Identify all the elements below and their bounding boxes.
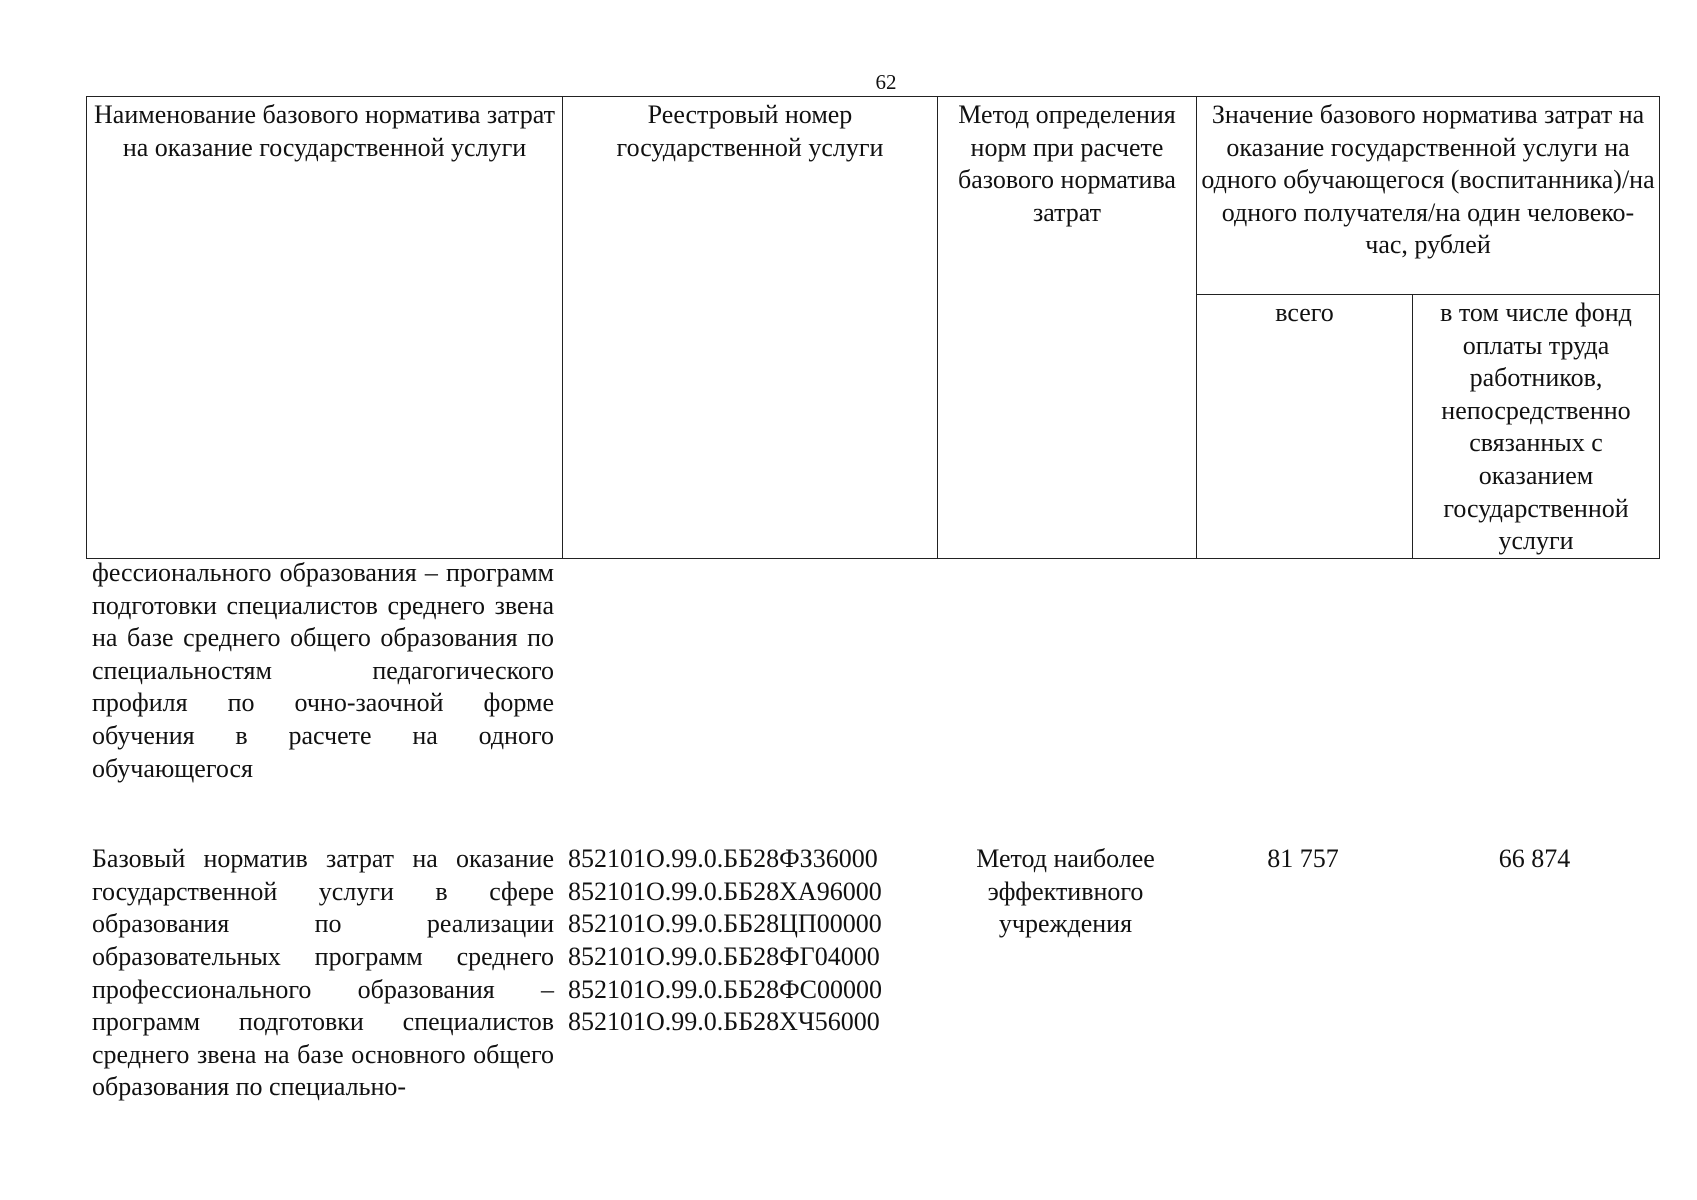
table-body <box>86 557 1659 1104</box>
total-value: 81 757 <box>1267 844 1339 874</box>
header-method-label: Метод определения норм при расчете базового норматива затрат <box>958 100 1176 227</box>
registry-code: 852101О.99.0.ББ28ФЗ36000 <box>568 844 878 874</box>
registry-code: 852101О.99.0.ББ28ФС00000 <box>568 974 883 1004</box>
table-row <box>86 557 1659 785</box>
registry-code: 852101О.99.0.ББ28ЦП00000 <box>568 909 882 939</box>
header-name-cell <box>87 97 563 559</box>
registry-code: 852101О.99.0.ББ28ХА96000 <box>568 876 882 906</box>
row-name: фессионального образования – программ подготовки специалистов среднего звена на базе среднего общего образования по специальностям педагогического профиля по очно-заочной форме обучения в расчете на одного обучающегося <box>92 558 554 783</box>
header-value-label: Значение базового норматива затрат на оказание государственной услуги на одного обучающегося (воспитанника)/на одного получателя/на один человеко-час, рублей <box>1201 100 1655 260</box>
method-cell <box>937 843 1196 1104</box>
row-name: Базовый норматив затрат на оказание государственной услуги в сфере образования по реализации образовательных программ среднего профессионального образования – программ подготовки специалистов среднего звена на базе основного общего образования по специально- <box>92 844 554 1102</box>
header-total-label: всего <box>1275 298 1334 327</box>
registry-code: 852101О.99.0.ББ28ХЧ56000 <box>568 1007 880 1037</box>
header-name-label: Наименование базового норматива затрат на оказание государственной услуги <box>94 100 555 162</box>
method-text: Метод наиболее эффективного учреждения <box>976 844 1155 939</box>
header-wage-label: в том числе фонд оплаты труда работников, непосредственно связанных с оказанием государственной услуги <box>1440 298 1632 556</box>
page-number: 62 <box>875 70 897 94</box>
registry-codes-cell <box>562 843 937 1104</box>
header-total-cell <box>1197 295 1413 559</box>
row-name-cell <box>86 557 562 785</box>
header-registry-label: Реестровый номер государственной услуги <box>616 100 884 162</box>
table-row <box>86 843 1659 1104</box>
header-registry-cell <box>563 97 938 559</box>
row-name-cell <box>86 843 562 1104</box>
total-cell <box>1196 843 1412 1104</box>
wage-value: 66 874 <box>1498 844 1571 874</box>
header-method-cell <box>938 97 1197 559</box>
registry-code: 852101О.99.0.ББ28ФГ04000 <box>568 941 880 971</box>
header-value-cell <box>1197 97 1660 295</box>
table-header <box>86 96 1660 559</box>
header-wage-cell <box>1413 295 1660 559</box>
wage-cell <box>1412 843 1659 1104</box>
